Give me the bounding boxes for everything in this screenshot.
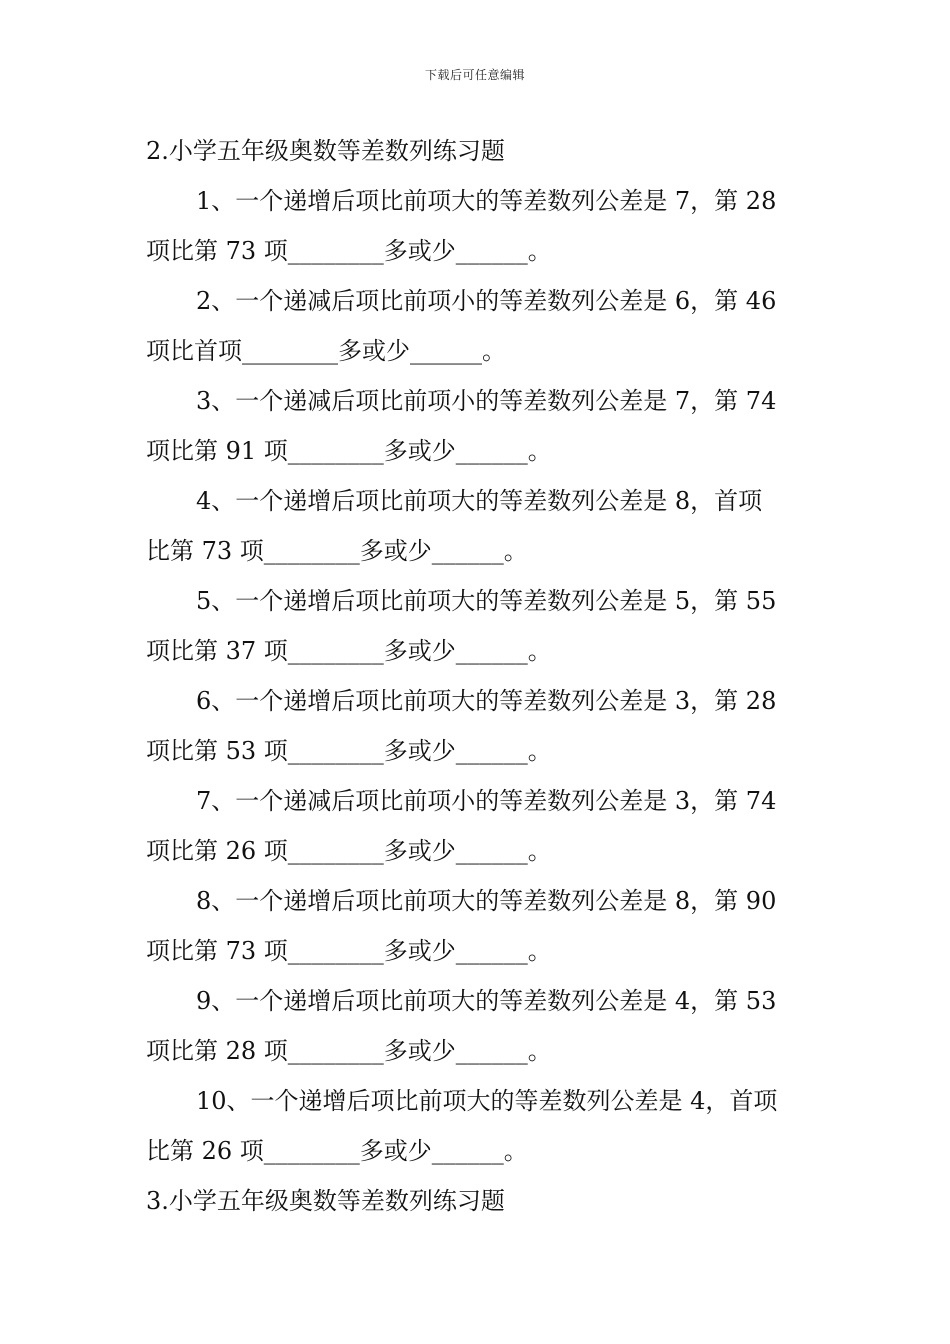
- question-line: 项比第 37 项________多或少______。: [146, 637, 552, 665]
- header-note: 下载后可任意编辑: [424, 68, 525, 82]
- question-line: 2、一个递减后项比前项小的等差数列公差是 6，第 46: [196, 287, 777, 315]
- question-2: [146, 276, 808, 376]
- question-line: 项比第 28 项________多或少______。: [146, 1037, 552, 1065]
- question-line: 项比第 73 项________多或少______。: [146, 237, 552, 265]
- question-10: [146, 1076, 808, 1176]
- question-1: [146, 176, 808, 276]
- question-6: [146, 676, 808, 776]
- question-3: [146, 376, 808, 476]
- section-title: 2.小学五年级奥数等差数列练习题: [146, 137, 505, 165]
- question-line: 比第 73 项________多或少______。: [146, 537, 528, 565]
- question-line: 5、一个递增后项比前项大的等差数列公差是 5，第 55: [196, 587, 777, 615]
- question-line: 8、一个递增后项比前项大的等差数列公差是 8，第 90: [196, 887, 777, 915]
- question-line: 项比第 73 项________多或少______。: [146, 937, 552, 965]
- question-line: 7、一个递减后项比前项小的等差数列公差是 3，第 74: [196, 787, 777, 815]
- question-line: 比第 26 项________多或少______。: [146, 1137, 528, 1165]
- question-5: [146, 576, 808, 676]
- document-body: [146, 126, 808, 1226]
- question-line: 6、一个递增后项比前项大的等差数列公差是 3，第 28: [196, 687, 777, 715]
- question-line: 1、一个递增后项比前项大的等差数列公差是 7，第 28: [196, 187, 777, 215]
- question-4: [146, 476, 808, 576]
- question-line: 4、一个递增后项比前项大的等差数列公差是 8，首项: [196, 487, 763, 515]
- section-title: 3.小学五年级奥数等差数列练习题: [146, 1187, 505, 1215]
- question-line: 项比第 26 项________多或少______。: [146, 837, 552, 865]
- question-line: 9、一个递增后项比前项大的等差数列公差是 4，第 53: [196, 987, 777, 1015]
- question-line: 项比第 53 项________多或少______。: [146, 737, 552, 765]
- question-line: 10、一个递增后项比前项大的等差数列公差是 4，首项: [196, 1087, 778, 1115]
- question-line: 项比首项________多或少______。: [146, 337, 506, 365]
- question-8: [146, 876, 808, 976]
- question-7: [146, 776, 808, 876]
- question-9: [146, 976, 808, 1076]
- question-line: 项比第 91 项________多或少______。: [146, 437, 552, 465]
- question-line: 3、一个递减后项比前项小的等差数列公差是 7，第 74: [196, 387, 777, 415]
